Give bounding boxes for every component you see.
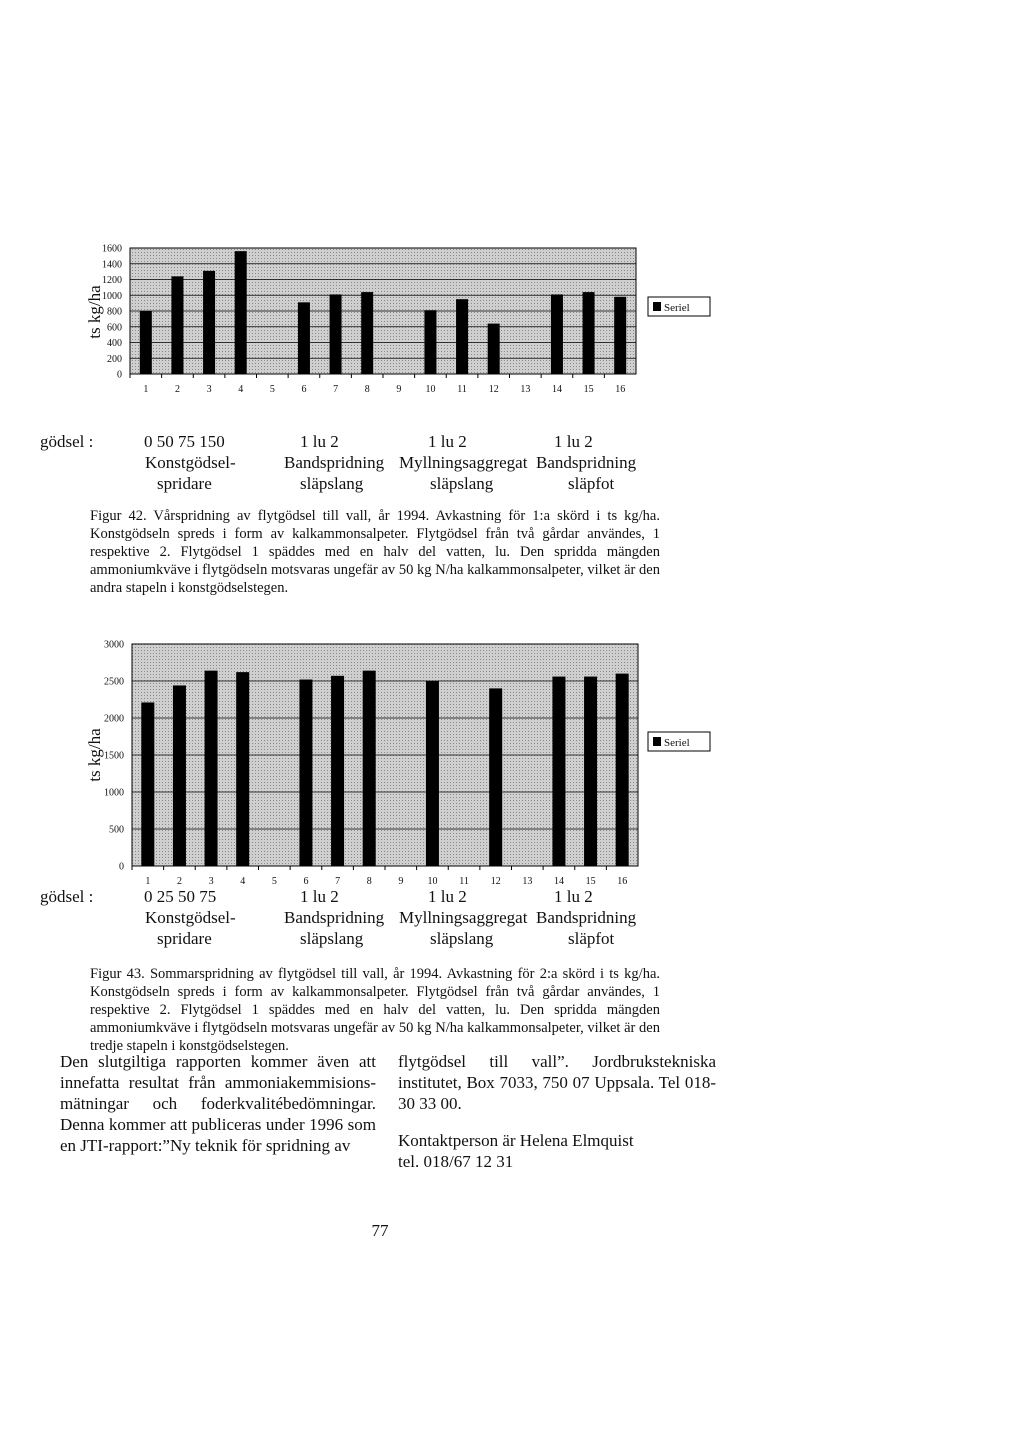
group-slapfot-line2: släpfot bbox=[568, 474, 615, 493]
group-myllning-doses: 1 lu 2 bbox=[428, 432, 467, 451]
legend-label: Seriel bbox=[664, 302, 690, 314]
group-bandspridning-line2: släpslang bbox=[300, 929, 364, 948]
body-text-right: flytgödsel till vall”. Jordbrukstekniska institutet, Box 7033, 750 07 Uppsala. Tel 018-30 33 00. bbox=[398, 1052, 716, 1113]
y-tick-label: 200 bbox=[107, 353, 122, 365]
bar bbox=[331, 676, 344, 866]
group-myllning-line1: Myllningsaggregat bbox=[399, 453, 528, 472]
bar bbox=[141, 702, 154, 866]
page-number: 77 bbox=[371, 1221, 389, 1240]
group-myllning-line2: släpslang bbox=[430, 474, 494, 493]
group-bandspridning-line1: Bandspridning bbox=[284, 908, 385, 927]
legend bbox=[648, 297, 710, 316]
x-tick-label: 14 bbox=[553, 876, 564, 887]
group-bandspridning-line1: Bandspridning bbox=[284, 453, 385, 472]
bar bbox=[171, 276, 183, 374]
x-tick-label: 4 bbox=[238, 384, 244, 395]
group-konstgoedsel-line2: spridare bbox=[157, 474, 212, 493]
bar bbox=[298, 302, 310, 374]
bar bbox=[488, 324, 500, 374]
x-tick-label: 12 bbox=[488, 384, 499, 395]
y-tick-label: 2000 bbox=[104, 713, 124, 725]
bar bbox=[489, 688, 502, 866]
bar bbox=[424, 310, 436, 374]
x-tick-label: 9 bbox=[396, 384, 402, 395]
group-myllning-doses: 1 lu 2 bbox=[428, 887, 467, 906]
x-tick-label: 15 bbox=[583, 384, 594, 395]
group-konstgoedsel-line1: Konstgödsel- bbox=[145, 453, 236, 472]
x-tick-label: 11 bbox=[457, 384, 467, 395]
chart-figur-42 bbox=[0, 0, 1024, 420]
body-text-left: Den slutgiltiga rapporten kommer även att innefatta resultat från ammoniakemmisions-mätningar och foderkvalitébedömningar. Denna kommer att publiceras under 1996 som en JTI-rapport:”Ny teknik för spridning av bbox=[60, 1052, 376, 1155]
bar bbox=[299, 680, 312, 866]
x-tick-label: 5 bbox=[271, 876, 277, 887]
x-tick-label: 6 bbox=[301, 384, 307, 395]
legend-label: Seriel bbox=[664, 737, 690, 749]
figure-43-caption: Figur 43. Sommarspridning av flytgödsel till vall, år 1994. Avkastning för 2:a skörd i ts kg/ha. Konstgödseln spreds i form av kalkammonsalpeter. Flytgödsel från två gårdar användes, 1 respektive 2. Flytgödsel 1 späddes med en halv del vatten, lu. Den spridda mängden ammoniumkväve i flytgödseln motsvaras ungefär av 50 kg N/ha kalkammonsalpeter, vilket är den tredje stapeln i konstgödselstegen. bbox=[90, 966, 660, 1054]
bar bbox=[205, 671, 218, 866]
group-myllning-line2: släpslang bbox=[430, 929, 494, 948]
x-tick-label: 4 bbox=[240, 876, 246, 887]
contact-person: Kontaktperson är Helena Elmquist bbox=[398, 1131, 634, 1150]
y-tick-label: 1200 bbox=[102, 275, 122, 286]
group-konstgoedsel-line1: Konstgödsel- bbox=[145, 908, 236, 927]
y-tick-label: 500 bbox=[109, 824, 124, 836]
x-tick-label: 2 bbox=[176, 876, 182, 887]
group-konstgoedsel-line2: spridare bbox=[157, 929, 212, 948]
bar bbox=[456, 299, 468, 374]
y-tick-label: 3000 bbox=[104, 639, 124, 651]
x-tick-label: 12 bbox=[490, 876, 501, 887]
group-slapfot-line1: Bandspridning bbox=[536, 908, 637, 927]
group-slapfot-line1: Bandspridning bbox=[536, 453, 637, 472]
x-tick-label: 9 bbox=[398, 876, 404, 887]
x-tick-label: 15 bbox=[585, 876, 596, 887]
group-konstgoedsel-doses: 0 25 50 75 bbox=[144, 887, 217, 906]
chart-figur-43 bbox=[0, 620, 1024, 900]
x-tick-label: 3 bbox=[208, 876, 214, 887]
figure-42-caption: Figur 42. Vårspridning av flytgödsel till vall, år 1994. Avkastning för 1:a skörd i ts kg/ha. Konstgödseln spreds i form av kalkammonsalpeter. Flytgödsel från två gårdar användes, 1 respektive 2. Flytgödsel 1 späddes med en halv del vatten, lu. Den spridda mängden ammoniumkväve i flytgödseln motsvaras ungefär av 50 kg N/ha kalkammonsalpeter, vilket är den andra stapeln i konstgödselstegen. bbox=[90, 508, 660, 596]
y-axis-label: ts kg/ha bbox=[85, 285, 104, 339]
group-slapfot-doses: 1 lu 2 bbox=[554, 887, 593, 906]
goedsel-label: gödsel : bbox=[40, 432, 94, 451]
x-tick-label: 5 bbox=[269, 384, 275, 395]
y-tick-label: 2500 bbox=[104, 676, 124, 688]
y-tick-label: 1000 bbox=[102, 290, 122, 302]
group-slapfot-line2: släpfot bbox=[568, 929, 615, 948]
group-bandspridning-line2: släpslang bbox=[300, 474, 364, 493]
x-tick-label: 1 bbox=[143, 384, 149, 395]
y-tick-label: 0 bbox=[119, 861, 124, 873]
x-tick-label: 6 bbox=[303, 876, 309, 887]
x-tick-label: 16 bbox=[617, 876, 628, 887]
bar bbox=[583, 292, 595, 374]
y-tick-label: 600 bbox=[107, 322, 122, 334]
bar bbox=[616, 674, 629, 866]
y-tick-label: 1400 bbox=[102, 259, 122, 271]
bar bbox=[551, 294, 563, 374]
legend bbox=[648, 732, 710, 751]
y-axis-label: ts kg/ha bbox=[85, 728, 104, 782]
x-tick-label: 2 bbox=[174, 384, 180, 395]
x-tick-label: 14 bbox=[551, 384, 562, 395]
y-tick-label: 800 bbox=[107, 306, 122, 318]
x-tick-label: 7 bbox=[335, 876, 341, 887]
bar bbox=[173, 685, 186, 866]
bar bbox=[140, 311, 152, 374]
y-tick-label: 1000 bbox=[104, 787, 124, 799]
x-tick-label: 10 bbox=[425, 384, 436, 395]
bar bbox=[584, 677, 597, 866]
goedsel-label: gödsel : bbox=[40, 887, 94, 906]
x-tick-label: 7 bbox=[333, 384, 339, 395]
y-tick-label: 1600 bbox=[102, 243, 122, 255]
bar bbox=[552, 677, 565, 866]
group-konstgoedsel-doses: 0 50 75 150 bbox=[144, 432, 225, 451]
group-bandspridning-doses: 1 lu 2 bbox=[300, 887, 339, 906]
bar bbox=[614, 297, 626, 374]
contact-phone: tel. 018/67 12 31 bbox=[398, 1152, 514, 1171]
x-tick-label: 1 bbox=[145, 876, 151, 887]
y-tick-label: 400 bbox=[107, 338, 122, 349]
x-tick-label: 10 bbox=[427, 876, 438, 887]
x-tick-label: 8 bbox=[364, 384, 370, 395]
x-tick-label: 11 bbox=[459, 876, 469, 887]
bar bbox=[235, 251, 247, 374]
bar bbox=[203, 271, 215, 374]
bar bbox=[363, 671, 376, 866]
y-tick-label: 0 bbox=[117, 369, 122, 381]
x-tick-label: 16 bbox=[615, 384, 626, 395]
x-tick-label: 3 bbox=[206, 384, 212, 395]
x-tick-label: 8 bbox=[366, 876, 372, 887]
bar bbox=[330, 294, 342, 374]
bar bbox=[426, 681, 439, 866]
x-tick-label: 13 bbox=[520, 384, 531, 395]
bar bbox=[236, 672, 249, 866]
group-slapfot-doses: 1 lu 2 bbox=[554, 432, 593, 451]
x-tick-label: 13 bbox=[522, 876, 533, 887]
group-bandspridning-doses: 1 lu 2 bbox=[300, 432, 339, 451]
bar bbox=[361, 292, 373, 374]
y-tick-label: 1500 bbox=[104, 750, 124, 762]
group-myllning-line1: Myllningsaggregat bbox=[399, 908, 528, 927]
